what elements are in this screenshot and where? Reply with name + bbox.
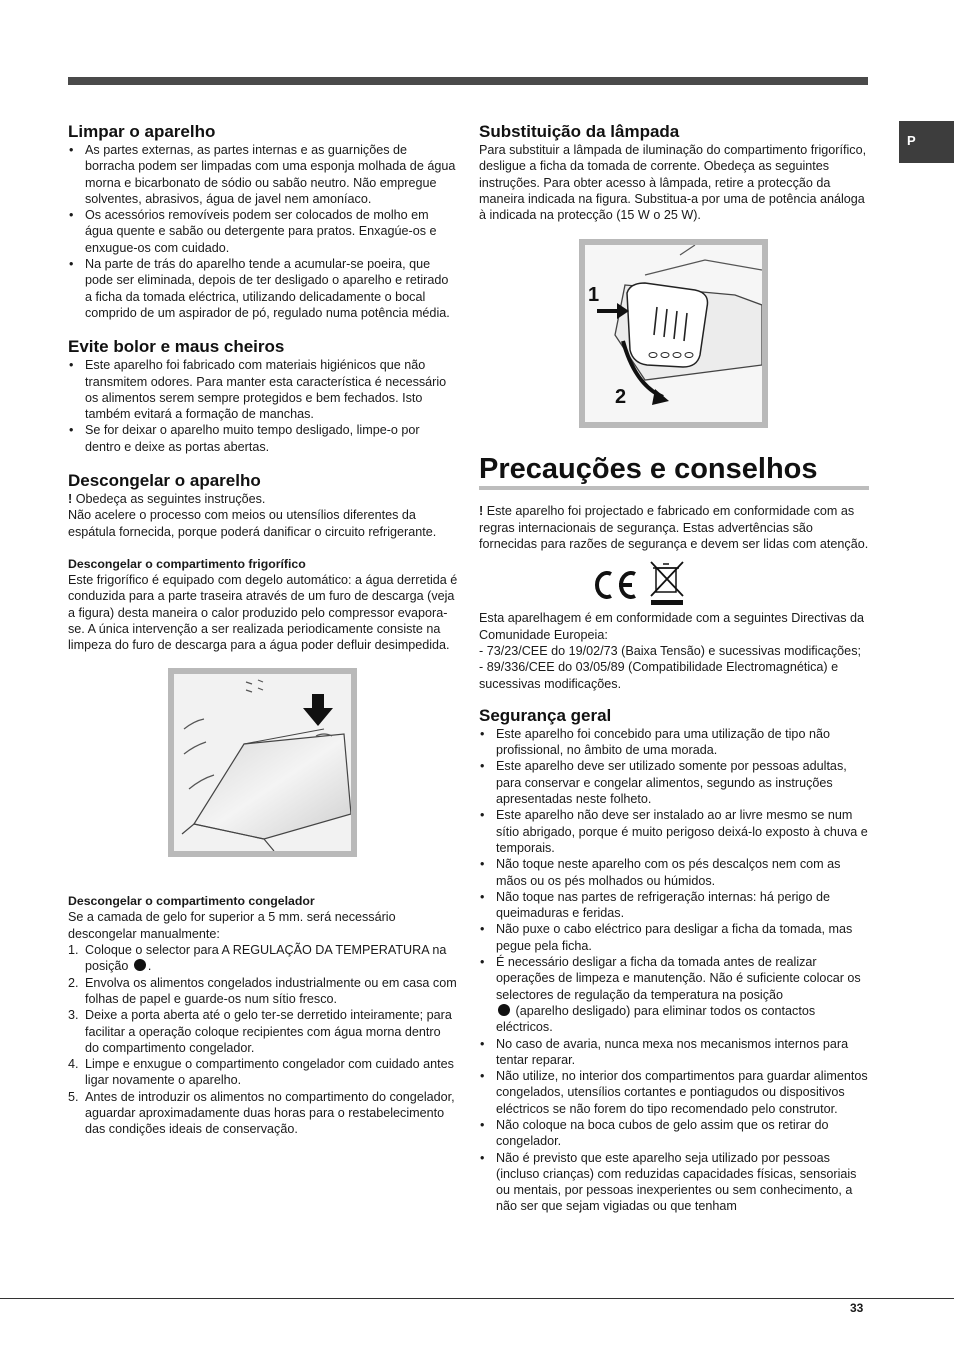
- lamp-step-1-label: 1: [588, 284, 600, 307]
- conformity-text: Esta aparelhagem é em conformidade com a seguintes Directivas da Comunidade Europeia:: [479, 611, 865, 642]
- language-tab: [899, 121, 954, 163]
- list-item: • Este aparelho não deve ser instalado ao ar livre mesmo se num sítio abrigado, porque é muito perigoso deixá-lo exposto à chuva e temporais.: [479, 807, 869, 856]
- list-item: • Não coloque na boca cubos de gelo assim que os retirar do congelador.: [479, 1117, 869, 1150]
- certification-marks: [593, 560, 869, 606]
- list-item: • Se for deixar o aparelho muito tempo desligado, limpe-o por dentro e deixe as portas abertas.: [68, 422, 458, 455]
- frigorifico-text: Este frigorífico é equipado com degelo automático: a água derretida é conduzida para a parte traseira através de um furo de descarga (veja a figura) desta maneira o calor produzido pelo compressor evapora-se. A única intervenção a ser realizada periodicamente consiste na limpeza do furo de descarga para a água poder defluir desimpedida.: [68, 572, 458, 653]
- list-item: • Não toque neste aparelho com os pés descalços nem com as mãos ou os pés molhados ou húmidos.: [479, 856, 869, 889]
- crossed-bin-icon: [651, 562, 683, 605]
- language-tab-label: P: [907, 133, 916, 148]
- section-title-descongelar: Descongelar o aparelho: [68, 471, 261, 491]
- list-item: 1. Coloque o selector para A REGULAÇÃO DA TEMPERATURA na posição .: [68, 943, 447, 974]
- ce-weee-logos: [593, 560, 693, 606]
- footer-rule: [0, 1298, 954, 1299]
- directive-2: - 89/336/CEE do 03/05/89 (Compatibilidade Electromagnética) e sucessivas modificações.: [479, 660, 839, 691]
- lamp-cover-illustration: [585, 245, 762, 422]
- page-title: Precauções e conselhos: [479, 452, 869, 490]
- drain-hole-illustration: [174, 674, 351, 851]
- list-item: • Este aparelho foi concebido para uma utilização de tipo não profissional, no âmbito de uma morada.: [479, 726, 869, 759]
- seguranca-list: [479, 726, 869, 1215]
- list-item: • É necessário desligar a ficha da tomada antes de realizar operações de limpeza e manutenção. Não é suficiente colocar os selectores de regulação da temperatura na posição (aparelho desligado) para eliminar todos os contactos eléctricos.: [479, 954, 869, 1035]
- right-column: [479, 122, 869, 1215]
- list-item: • Os acessórios removíveis podem ser colocados de molho em água quente e sabão ou detergente para pratos. Enxagúe-os e enxugue-os com cuidado.: [68, 207, 458, 256]
- list-item: • Não toque nas partes de refrigeração internas: há perigo de queimaduras e feridas.: [479, 889, 869, 922]
- list-item: • As partes externas, as partes internas e as guarnições de borracha podem ser limpadas com uma esponja molhada de água morna e bicarbonato de sódio ou sabão neutro. Não empregue solventes, abrasivos, água de javel nem amoníaco.: [68, 142, 458, 207]
- warning-mark: !: [68, 492, 73, 507]
- descongelar-note-text: Obedeça as seguintes instruções.: [72, 492, 266, 507]
- list-item: • Não puxe o cabo eléctrico para desligar a ficha da tomada, mas pegue pela ficha.: [479, 921, 869, 954]
- list-item: • Não é previsto que este aparelho seja utilizado por pessoas (incluso crianças) com reduzidas capacidades físicas, sensoriais ou mentais, por pessoas inexperientes ou sem conhecimento, a não ser que sejam vigiadas ou que tenham: [479, 1150, 869, 1215]
- precaucoes-intro: ! Este aparelho foi projectado e fabricado em conformidade com as regras internacionais de segurança. Estas advertências são fornecidas para razões de segurança e devem ser lidas com atenção.: [479, 504, 869, 552]
- list-item: 2. Envolva os alimentos congelados industrialmente ou em casa com folhas de papel e guarde-os num sítio fresco.: [68, 975, 457, 1006]
- list-item: • Este aparelho deve ser utilizado somente por pessoas adultas, para conservar e congelar alimentos, segundo as instruções apresentadas neste folheto.: [479, 758, 869, 807]
- lamp-figure: [579, 239, 768, 428]
- section-title-bolor: Evite bolor e maus cheiros: [68, 337, 285, 357]
- off-position-icon: [134, 959, 146, 971]
- step-1-text: Coloque o selector para A REGULAÇÃO DA TEMPERATURA na posição: [85, 943, 447, 974]
- section-title-lampada: Substituição da lâmpada: [479, 122, 680, 141]
- list-item: 4. Limpe e enxugue o compartimento congelador com cuidado antes ligar novamente o aparelho.: [68, 1057, 454, 1088]
- congelador-steps: [68, 942, 458, 1138]
- page-number: 33: [850, 1301, 864, 1315]
- section-title-limpar: Limpar o aparelho: [68, 122, 216, 141]
- drain-hole-figure: [168, 668, 357, 857]
- descongelar-note: [68, 491, 458, 507]
- subsection-title-frigorifico: Descongelar o compartimento frigorífico: [68, 556, 306, 571]
- left-column: [68, 122, 458, 1138]
- list-item: 5. Antes de introduzir os alimentos no compartimento do congelador, aguardar aproximadamente duas horas para o restabelecimento das condições ideais de conservação.: [68, 1089, 455, 1137]
- off-position-icon: [498, 1004, 510, 1016]
- list-item: • No caso de avaria, nunca mexa nos mecanismos internos para tentar reparar.: [479, 1036, 869, 1069]
- section-title-seguranca: Segurança geral: [479, 705, 612, 725]
- subsection-title-congelador: Descongelar o compartimento congelador: [68, 894, 315, 909]
- warning-mark: !: [479, 504, 484, 519]
- lamp-step-2-label: 2: [615, 386, 627, 409]
- list-item: 3. Deixe a porta aberta até o gelo ter-se derretido inteiramente; para facilitar a operação coloque recipientes com água morna dentro do compartimento congelador.: [68, 1008, 452, 1055]
- list-item: • Este aparelho foi fabricado com materiais higiénicos que não transmitem odores. Para manter esta característica é necessário os alimentos serem sempre protegidos e bem fechados. Isto também evitará a formação de manchas.: [68, 357, 458, 422]
- congelador-intro: Se a camada de gelo for superior a 5 mm. será necessário descongelar manualmente:: [68, 910, 396, 941]
- list-item: • Não utilize, no interior dos compartimentos para guardar alimentos congelados, utensílios cortantes e pontiagudos ou dispositivos eléctricos se não forem do tipo recomendado pelo construtor.: [479, 1068, 869, 1117]
- header-rule: [68, 77, 868, 85]
- bolor-list: [68, 357, 458, 455]
- limpar-list: [68, 142, 458, 321]
- descongelar-text: Não acelere o processo com meios ou utensílios diferentes da espátula fornecida, porque poderá danificar o circuito refrigerante.: [68, 508, 437, 539]
- lampada-text: Para substituir a lâmpada de iluminação do compartimento frigorífico, desligue a ficha da tomada de corrente. Obedeça as seguintes instruções. Para obter acesso à lâmpada, retire a protecção da maneira indicada na figura. Substitua-a por uma de potência análoga à indicada na protecção (15 W o 25 W).: [479, 143, 867, 223]
- list-item: • Na parte de trás do aparelho tende a acumular-se poeira, que pode ser eliminada, depois de ter desligado o aparelho e retirado a ficha da tomada eléctrica, utilizando delicadamente o bocal comprido de um aspirador de pó, regulado numa potência média.: [68, 256, 458, 321]
- directive-1: - 73/23/CEE do 19/02/73 (Baixa Tensão) e sucessivas modificações;: [479, 643, 861, 658]
